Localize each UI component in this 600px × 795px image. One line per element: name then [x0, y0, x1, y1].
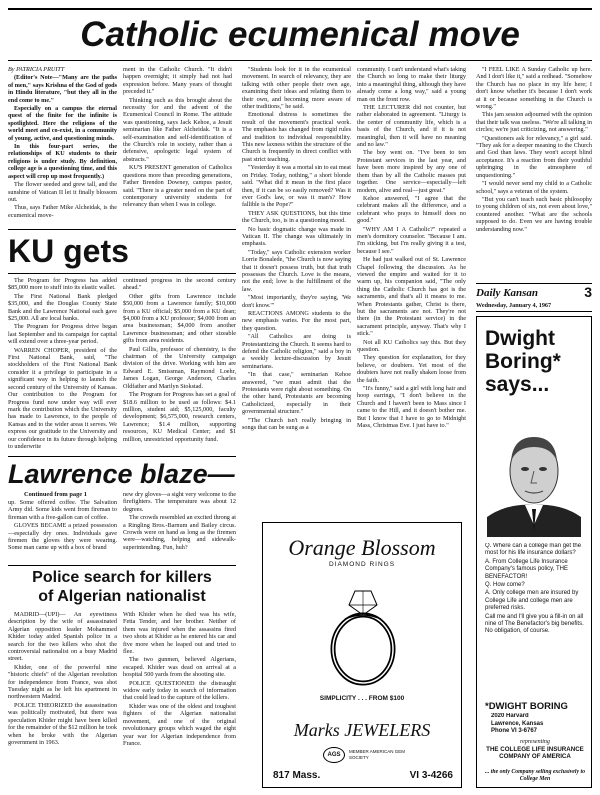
marks-jewelers-logo: Marks JEWELERS [293, 720, 431, 740]
story2-col2 [123, 277, 236, 453]
qa-line: A. Only college men are insured by College Life and college men are preferred risks. [485, 590, 579, 612]
dwight-boring-portrait [487, 421, 581, 537]
agent-city: Lawrence, Kansas [491, 720, 544, 727]
paragraph: "I FEEL LIKE A Sunday Catholic up here. And I don't like it," said a redhead. "Somehow the Church has no place in my life here; I don't know whether it's because I don't work at it or because something in the Church is wrong." [476, 66, 592, 111]
paragraph: "But you can't teach such basic philosophy to young children of six, not even about love," countered another. "What are the schools supposed to do. Even we are having trouble understanding now." [476, 195, 592, 233]
ags-seal-icon: AGS [323, 747, 345, 763]
paragraph: ment in the Catholic Church. "It didn't happen overnight; it simply had not had expression before. Many years of thought preceded it." [123, 66, 232, 96]
paragraph: "In that case," seminarian Kehoe answered, "we must admit that the Protestants were right about something. On the other hand, Protestants are becoming Catholicized, especially in their governmental structure." [242, 371, 351, 416]
paragraph: REACTIONS AMONG students to the new emphasis varies. For the most part, they question. [242, 310, 351, 332]
ags-member: MEMBER AMERICAN GEM SOCIETY [349, 749, 406, 760]
agent-phone: Phone VI 3-6767 [491, 728, 538, 735]
paragraph: "Yesterday it was a mortal sin to eat meat on Friday. Today, nothing," a short blonde said. "What did it mean in the first place then, if it can be so easily removed? Was it ever God's law, or was it man's? How fallible is the Pope?" [242, 164, 351, 209]
paragraph: THEY ASK QUESTIONS, but this time the Church, too, is in a questioning mood. [242, 209, 351, 225]
paragraph: THE LECTURER did not counter, but rather elaborated in agreement. "Liturgy is the center of community life, which is a basis of the Church, and if it is not meaningful, then it will have no meaning and no law." [357, 104, 466, 149]
paragraph: GLOVES BECAME a prized possession—especially dry ones. Individuals gave firemen the gloves they were wearing. Some man came up with a box of brand [8, 522, 117, 552]
paper-name: Daily Kansan [476, 287, 539, 299]
paragraph: up. Some offered coffee. The Salvation Army did. Some kids went from fireman to fireman with a five-gallon can of coffee. [8, 499, 117, 521]
paragraph: The Program for Progress has added $85,000 more to stuff into its elastic wallet. [8, 277, 117, 292]
paragraph: The Program for Progress has set a goal of $18.6 million to be used as follows: $4.1 million, student aid; $5,125,000, faculty development; $6,575,000, research centers, Lawrence; $1.4 million, supporting resources, KU Medical Center; and $1 million, unrestricted opportunity fund. [123, 391, 236, 443]
paragraph: The crowds resembled an excited throng at a Ringling Bros.-Barnum and Bailey circus. Crowds were on hand as long as the firemen were—watching, helping and sidewalk-superintending. Fun, huh? [123, 514, 236, 551]
paragraph: new dry gloves—a sight very welcome to the firefighters. The temperature was about 12 degrees. [123, 491, 236, 513]
company-name: THE COLLEGE LIFE INSURANCE COMPANY OF AMERICA [486, 746, 584, 761]
paragraph: They question for explanation, for they believe, or doubters. Yet most of the doubters have not really shaken loose from the faith. [357, 354, 466, 384]
ring-illustration [315, 577, 411, 689]
qa-line: A. From College Life Insurance Company's famous policy, THE BENEFACTOR! [485, 558, 568, 580]
paragraph: (Editor's Note—"Many are the paths of men," says Krishna of the God of gods in Hindu literature, "but they all in the end come to me." [8, 74, 117, 104]
paragraph: "Most importantly, they're saying, 'We don't know.'" [242, 294, 351, 309]
representing-label: representing [520, 739, 550, 745]
agent-name: *DWIGHT BORING [485, 701, 568, 712]
agent-street: 2020 Harvard [491, 713, 529, 719]
story4-col2 [123, 611, 236, 789]
ad-tagline: DIAMOND RINGS [328, 561, 396, 568]
headline-line: Police search for killers [32, 569, 212, 586]
paragraph: Khider was one of the oldest and toughest fighters of the Algerian nationalist movement, and one of the original revolutionary groups which waged the eight year war for Algerian independence from France. [123, 702, 236, 747]
paragraph: Emotional distress is sometimes the result of the movement's practical work. The emphasis has changed from rigid rules and tradition to individual responsibility. This new laxness within the structure of the Church is frequently in direct conflict with past strict teaching. [242, 111, 351, 163]
paragraph: "Today," says Catholic extension worker Lorrie Bonalede, "the Church is now saying that it doesn't possess truth, but that truth possesses the Church. Love is the means, not the end; love is the fulfillment of the law. [242, 248, 351, 293]
continued-note: Continued from page 1 [24, 491, 87, 498]
jewelers-ad [262, 522, 462, 788]
story3-col2 [123, 491, 236, 561]
paragraph: Not all KU Catholics say this. But they question. [357, 338, 466, 354]
paragraph: WARREN CHOPER, president of the First National Bank, said, "The stockholders of the First National Bank consider it a privilege to participate in a significant way in helping to launch the second century of the University of Kansas. Our contribution to the Program for Progress fund now under way will ever mark the contribution which the University has made to Lawrence, to the people of Kansas and to the wider areas it serves. We express our gratitude to the University and our confidence in its future through helping to underwrite [8, 346, 117, 450]
paragraph: Paul Gillis, professor of chemistry, is the chairman of the University campaign division of the drive. Working with him are Edward E. Smissman, Raymond Loehr, James Logan, George Anderson, Charles Oldfather and Marilyn Stokstad. [123, 345, 236, 390]
headline-lawrence-blaze: Lawrence blaze— [8, 459, 235, 489]
paragraph: The flower seeded and grew tall, and the sunshine of Vatican II let it finally blossom out. [8, 181, 117, 203]
headline-line: of Algerian nationalist [38, 588, 206, 605]
company-footer: ... the only Company selling exclusively to College Men [485, 769, 585, 782]
paragraph: POLICE QUESTIONED the distraught widow early today in search of information that could lead to the capture of the killers. [123, 679, 236, 702]
paragraph: Khider, one of the powerful nine "historic chiefs" of the Algerian revolution for independence from France, was shot Tuesday night as he left his apartment in northwestern Madrid. [8, 663, 117, 701]
paragraph: The First National Bank pledged $35,000, and the Douglas County State Bank and the Lawrence National each gave $25,000. All are local banks. [8, 292, 117, 323]
jewelers-phone: VI 3-4266 [409, 770, 453, 781]
paragraph: "Students look for it in the ecumenical movement. In search of relevancy, they are talking with other people their own age, examining their ideas and relating them to their own, and becoming more aware of other traditions," he said. [242, 66, 351, 111]
paragraph: MADRID—(UPI)— An eyewitness description by the wife of assassinated Algerian opposition leader Mohammed Khider today aided Spanish police in a search for the two killers who shot the controversial nationalist on a busy Madrid street. [8, 611, 117, 663]
byline: By PATRICIA PRUITT [8, 66, 65, 73]
paragraph: In this four-part series, the relationships of KU students to their religions is under study. By definition, college age is a questioning time, and this aspect will crop up most frequently.) [8, 143, 117, 180]
paragraph: The two gunmen, believed Algerians, escaped. Khider was dead on arrival at a hospital 500 yards from the shooting site. [123, 656, 236, 679]
paragraph: The boy went on. "I've been to ten Protestant services in the last year, and have been more inspired by any one of them than by all the Catholic masses put together. One service—especially—left modern, alive and real—just great." [357, 149, 466, 194]
agent-address [491, 713, 585, 737]
paragraph: With Khider when he died was his wife, Fetta Tender, and her brother. Neither of them was injured when the assassins fired two shots at Khider as he entered his car and five more when he leaped out and tried to flee. [123, 611, 236, 656]
paragraph: continued progress in the second century ahead." [123, 277, 236, 292]
paragraph: "It's funny," said a girl with long hair and hoop earrings, "I don't believe in the Church and I haven't been to Mass since I came to the Hill, and it doesn't bother me. But I know that I have to go to Midnight Mass, Christmas Eve. I just have to." [357, 385, 466, 430]
paragraph: "The Church isn't really bringing in songs that can be sung as a [242, 416, 351, 432]
qa-line: Call me and I'll give you a fill-in on all nine of The Benefactor's big benefits. No obligation, of course. [485, 613, 584, 635]
paragraph: POLICE THEORIZED the assassination was politically motivated, but there was speculation Khider might have been killed for the remainder of the $12 million he took when he broke with the Algerian government in 1963. [8, 701, 117, 746]
paragraph: "WHY AM I A Catholic?" repeated a men's dormitory counselor. "Because I am. I'm sticking, but I'm really giving it a test, because I see." [357, 225, 466, 255]
paragraph: community. I can't understand what's taking the Church so long to make their liturgy into a meaningful thing, although they have already come a long way," said a young man on the front row. [357, 66, 466, 103]
paragraph: He had just walked out of St. Lawrence Chapel following the discussion. As he viewed the empire and waited for it to warm up, his companion said, "The only thing the Catholic Church has got is the sacraments, and that's all it means to me. When Protestants gather, Christ is there, but the sacraments are not. They're not there (in the Protestant service) in the sacrament principle, anyway. That's why I stick." [357, 256, 466, 338]
story1-col5 [476, 66, 592, 280]
story1-col4 [357, 66, 466, 518]
story4-col1 [8, 611, 117, 789]
paragraph: "Questioners ask for relevancy," a girl said. "They ask for a deeper meaning to the Church and God than laws. They won't accept blind acceptance. It's a reaction from their youthful upbringing in the atmosphere of unquestioning." [476, 134, 592, 179]
page-number: 3 [584, 284, 592, 300]
boring-ad [476, 316, 592, 788]
paragraph: Especially on a campus the eternal quest of the finite for the infinite is spotlighted. Here the religions of the world meet and co-exist, in a community of young, active, and questioning minds. [8, 105, 117, 142]
paragraph: Other gifts from Lawrence include $50,000 from a Lawrence family; $10,000 from a KU official; $5,000 from a KU dean; $4,000 from a KU professor; $4,000 from an area businessman; $4,000 from another Lawrence businessman; and other sizeable gifts from area residents. [123, 292, 236, 345]
headline-ku-gets: KU gets [8, 233, 129, 269]
paragraph: "I would never send my child to a Catholic school," says a veteran of the system. [476, 180, 592, 195]
paragraph: Thus, says Father Mike Alcheidak, is the ecumenical move- [8, 204, 117, 219]
story1-col1 [8, 66, 117, 226]
story3-col1 [8, 499, 117, 561]
boring-qa [485, 543, 585, 693]
paragraph: No basic dogmatic change was made in Vatican II. The change was ultimately in emphasis. [242, 225, 351, 248]
qa-line: Q. Where can a college man get the most for his life insurance dollars? [485, 543, 582, 557]
orange-blossom-logo: Orange Blossom [288, 535, 436, 560]
paragraph: This jam session adjourned with the opinion that their talk was useless. "We're all talking in circles; we're just criticizing, not answering." [476, 111, 592, 134]
story1-col3 [242, 66, 351, 518]
paragraph: Kehoe answered, "I agree that the celebrant makes all the difference, and a celebrant who prays to himself does no good." [357, 194, 466, 225]
story2-col1 [8, 277, 117, 453]
headline-police-search [8, 568, 236, 608]
simplicity-price: SIMPLICITY . . . FROM $100 [319, 695, 405, 702]
paragraph: "All Catholics are doing is Protestantizing the Church. It seems hard to defend the Catholic religion," said a boy in a weekly lecture-discussion by Jesuit seminarians. [242, 333, 351, 370]
qa-line: Q. How come? [485, 582, 525, 589]
issue-date: Wednesday, January 4, 1967 [476, 302, 552, 309]
paragraph: Thinking such as this brought about the necessity for and the advent of the Ecumenical Council in Rome. The attitude was questioning, says Jack Kehoe, a Jesuit seminarian like Father Alcheidak. "It is a self-examination and self-identification of the Church's role in society, rather than a defensive, apologetic legal system of abstracts." [123, 96, 232, 163]
paragraph: The Program for Progress drive began last September and its campaign for capital will extend over a three-year period. [8, 323, 117, 346]
paragraph: KU'S PRESENT generation of Catholics questions more than preceding generations, Father Brendon Downey, campus pastor, said. "There is a greater need on the part of contemporary university students for relevancy than when I was in college. [123, 164, 232, 209]
story1-col2 [123, 66, 232, 226]
headline-catholic: Catholic ecumenical move [80, 15, 520, 54]
boring-title: Dwight Boring* says... [485, 327, 561, 396]
jewelers-address: 817 Mass. [273, 770, 321, 781]
